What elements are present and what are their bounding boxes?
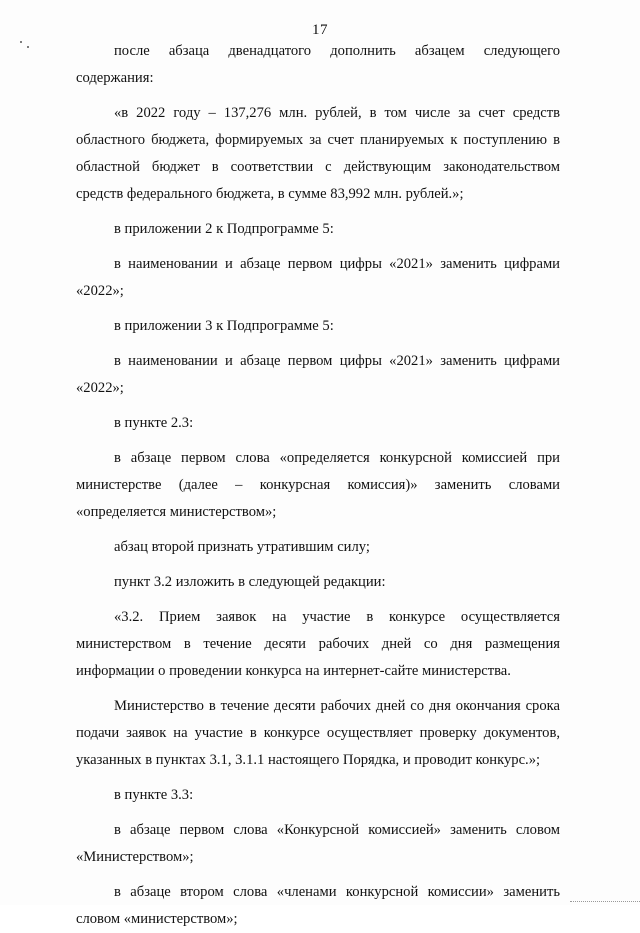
document-body [76,38,560,933]
paragraph: в пункте 3.3: [114,787,194,803]
paragraph: пункт 3.2 изложить в следующей редакции: [114,574,386,590]
paragraph: «в 2022 году – 137,276 млн. рублей, в том числе за счет средств областного бюджета, формируемых за счет планируемых к поступлению в областной бюджет в соответствии с действующим законодательством средств федерального бюджета, в сумме 83,992 млн. рублей.»; [76,105,560,202]
paragraph: в пункте 2.3: [114,415,194,431]
page-edge-mark [570,901,640,903]
paragraph: в приложении 3 к Подпрограмме 5: [114,318,334,334]
paragraph: абзац второй признать утратившим силу; [114,539,370,555]
paragraph: Министерство в течение десяти рабочих дней со дня окончания срока подачи заявок на участие в конкурсе осуществляет проверку документов, указанных в пунктах 3.1, 3.1.1 настоящего Порядка, и проводит конкурс.»; [76,698,560,768]
page-number: 17 [312,22,328,38]
paragraph: в наименовании и абзаце первом цифры «2021» заменить цифрами «2022»; [76,256,560,299]
paragraph: в абзаце первом слова «Конкурсной комиссией» заменить словом «Министерством»; [76,822,560,865]
paragraph: в приложении 2 к Подпрограмме 5: [114,221,334,237]
paragraph: в абзаце первом слова «определяется конкурсной комиссией при министерстве (далее – конкурсная комиссия)» заменить словами «определяется министерством»; [76,450,560,520]
scan-speck [18,40,32,50]
paragraph: «3.2. Прием заявок на участие в конкурсе осуществляется министерством в течение десяти рабочих дней со дня размещения информации о проведении конкурса на интернет-сайте министерства. [76,609,560,679]
paragraph: в наименовании и абзаце первом цифры «2021» заменить цифрами «2022»; [76,353,560,396]
paragraph: после абзаца двенадцатого дополнить абзацем следующего содержания: [76,43,560,86]
paragraph: в абзаце втором слова «членами конкурсной комиссии» заменить словом «министерством»; [76,884,560,927]
